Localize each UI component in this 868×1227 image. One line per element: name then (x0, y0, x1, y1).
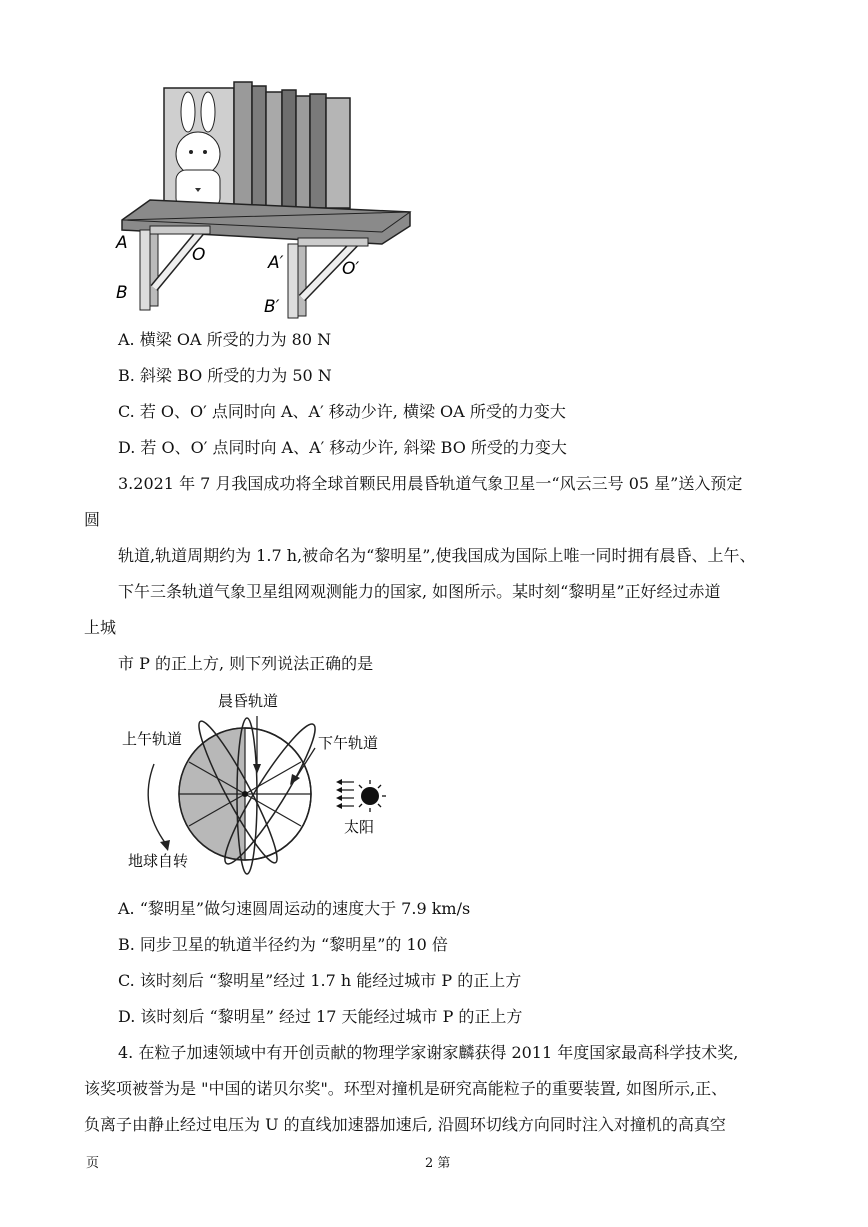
label-sun: 太阳 (344, 818, 375, 836)
label-B: B (116, 283, 128, 303)
q3-option-d: D. 该时刻后 “黎明星” 经过 17 天能经过城市 P 的正上方 (118, 1007, 523, 1026)
orbit-figure (110, 686, 410, 886)
q2-option-d: D. 若 O、O′ 点同时向 A、A′ 移动少许, 斜梁 BO 所受的力变大 (118, 438, 567, 457)
q4-stem-line1: 4. 在粒子加速领域中有开创贡献的物理学家谢家麟获得 2011 年度国家最高科学技术奖, (118, 1043, 739, 1062)
q3-stem-line2: 圆 (84, 510, 101, 529)
page-number: 2 第 (425, 1156, 451, 1171)
q4-stem-line3: 负离子由静止经过电压为 U 的直线加速器加速后, 沿圆环切线方向同时注入对撞机的高真空 (84, 1115, 726, 1134)
sun-icon (336, 779, 386, 812)
q3-stem-line5: 上城 (84, 618, 117, 637)
label-A-prime: A′ (268, 253, 284, 273)
q3-option-a: A. “黎明星”做匀速圆周运动的速度大于 7.9 km/s (118, 899, 471, 918)
q2-option-a: A. 横梁 OA 所受的力为 80 N (118, 330, 332, 349)
label-earth-rotation: 地球自转 (128, 852, 189, 870)
label-O: O (192, 245, 206, 265)
label-afternoon-orbit: 下午轨道 (318, 734, 379, 752)
label-B-prime: B′ (264, 297, 280, 317)
label-morning-orbit: 上午轨道 (122, 730, 183, 748)
q2-option-b: B. 斜梁 BO 所受的力为 50 N (118, 366, 332, 385)
q3-stem-line6: 市 P 的正上方, 则下列说法正确的是 (118, 654, 374, 673)
q3-stem-line3: 轨道,轨道周期约为 1.7 h,被命名为“黎明星”,使我国成为国际上唯一同时拥有晨昏、上午、 (118, 546, 756, 565)
q3-stem-line4: 下午三条轨道气象卫星组网观测能力的国家, 如图所示。某时刻“黎明星”正好经过赤道 (118, 582, 721, 601)
q4-stem-line2: 该奖项被誉为是 "中国的诺贝尔奖"。环型对撞机是研究高能粒子的重要装置, 如图所示,正、 (84, 1079, 728, 1098)
footer-left: 页 (86, 1156, 100, 1171)
shelf-figure (110, 80, 430, 320)
label-O-prime: O′ (342, 259, 360, 279)
q3-option-b: B. 同步卫星的轨道半径约为 “黎明星”的 10 倍 (118, 935, 448, 954)
q3-option-c: C. 该时刻后 “黎明星”经过 1.7 h 能经过城市 P 的正上方 (118, 971, 522, 990)
q2-option-c: C. 若 O、O′ 点同时向 A、A′ 移动少许, 横梁 OA 所受的力变大 (118, 402, 566, 421)
label-A: A (116, 233, 128, 253)
label-dawn-orbit: 晨昏轨道 (218, 692, 279, 710)
q3-stem-line1: 3.2021 年 7 月我国成功将全球首颗民用晨昏轨道气象卫星一“风云三号 05 星”送入预定 (118, 474, 743, 493)
